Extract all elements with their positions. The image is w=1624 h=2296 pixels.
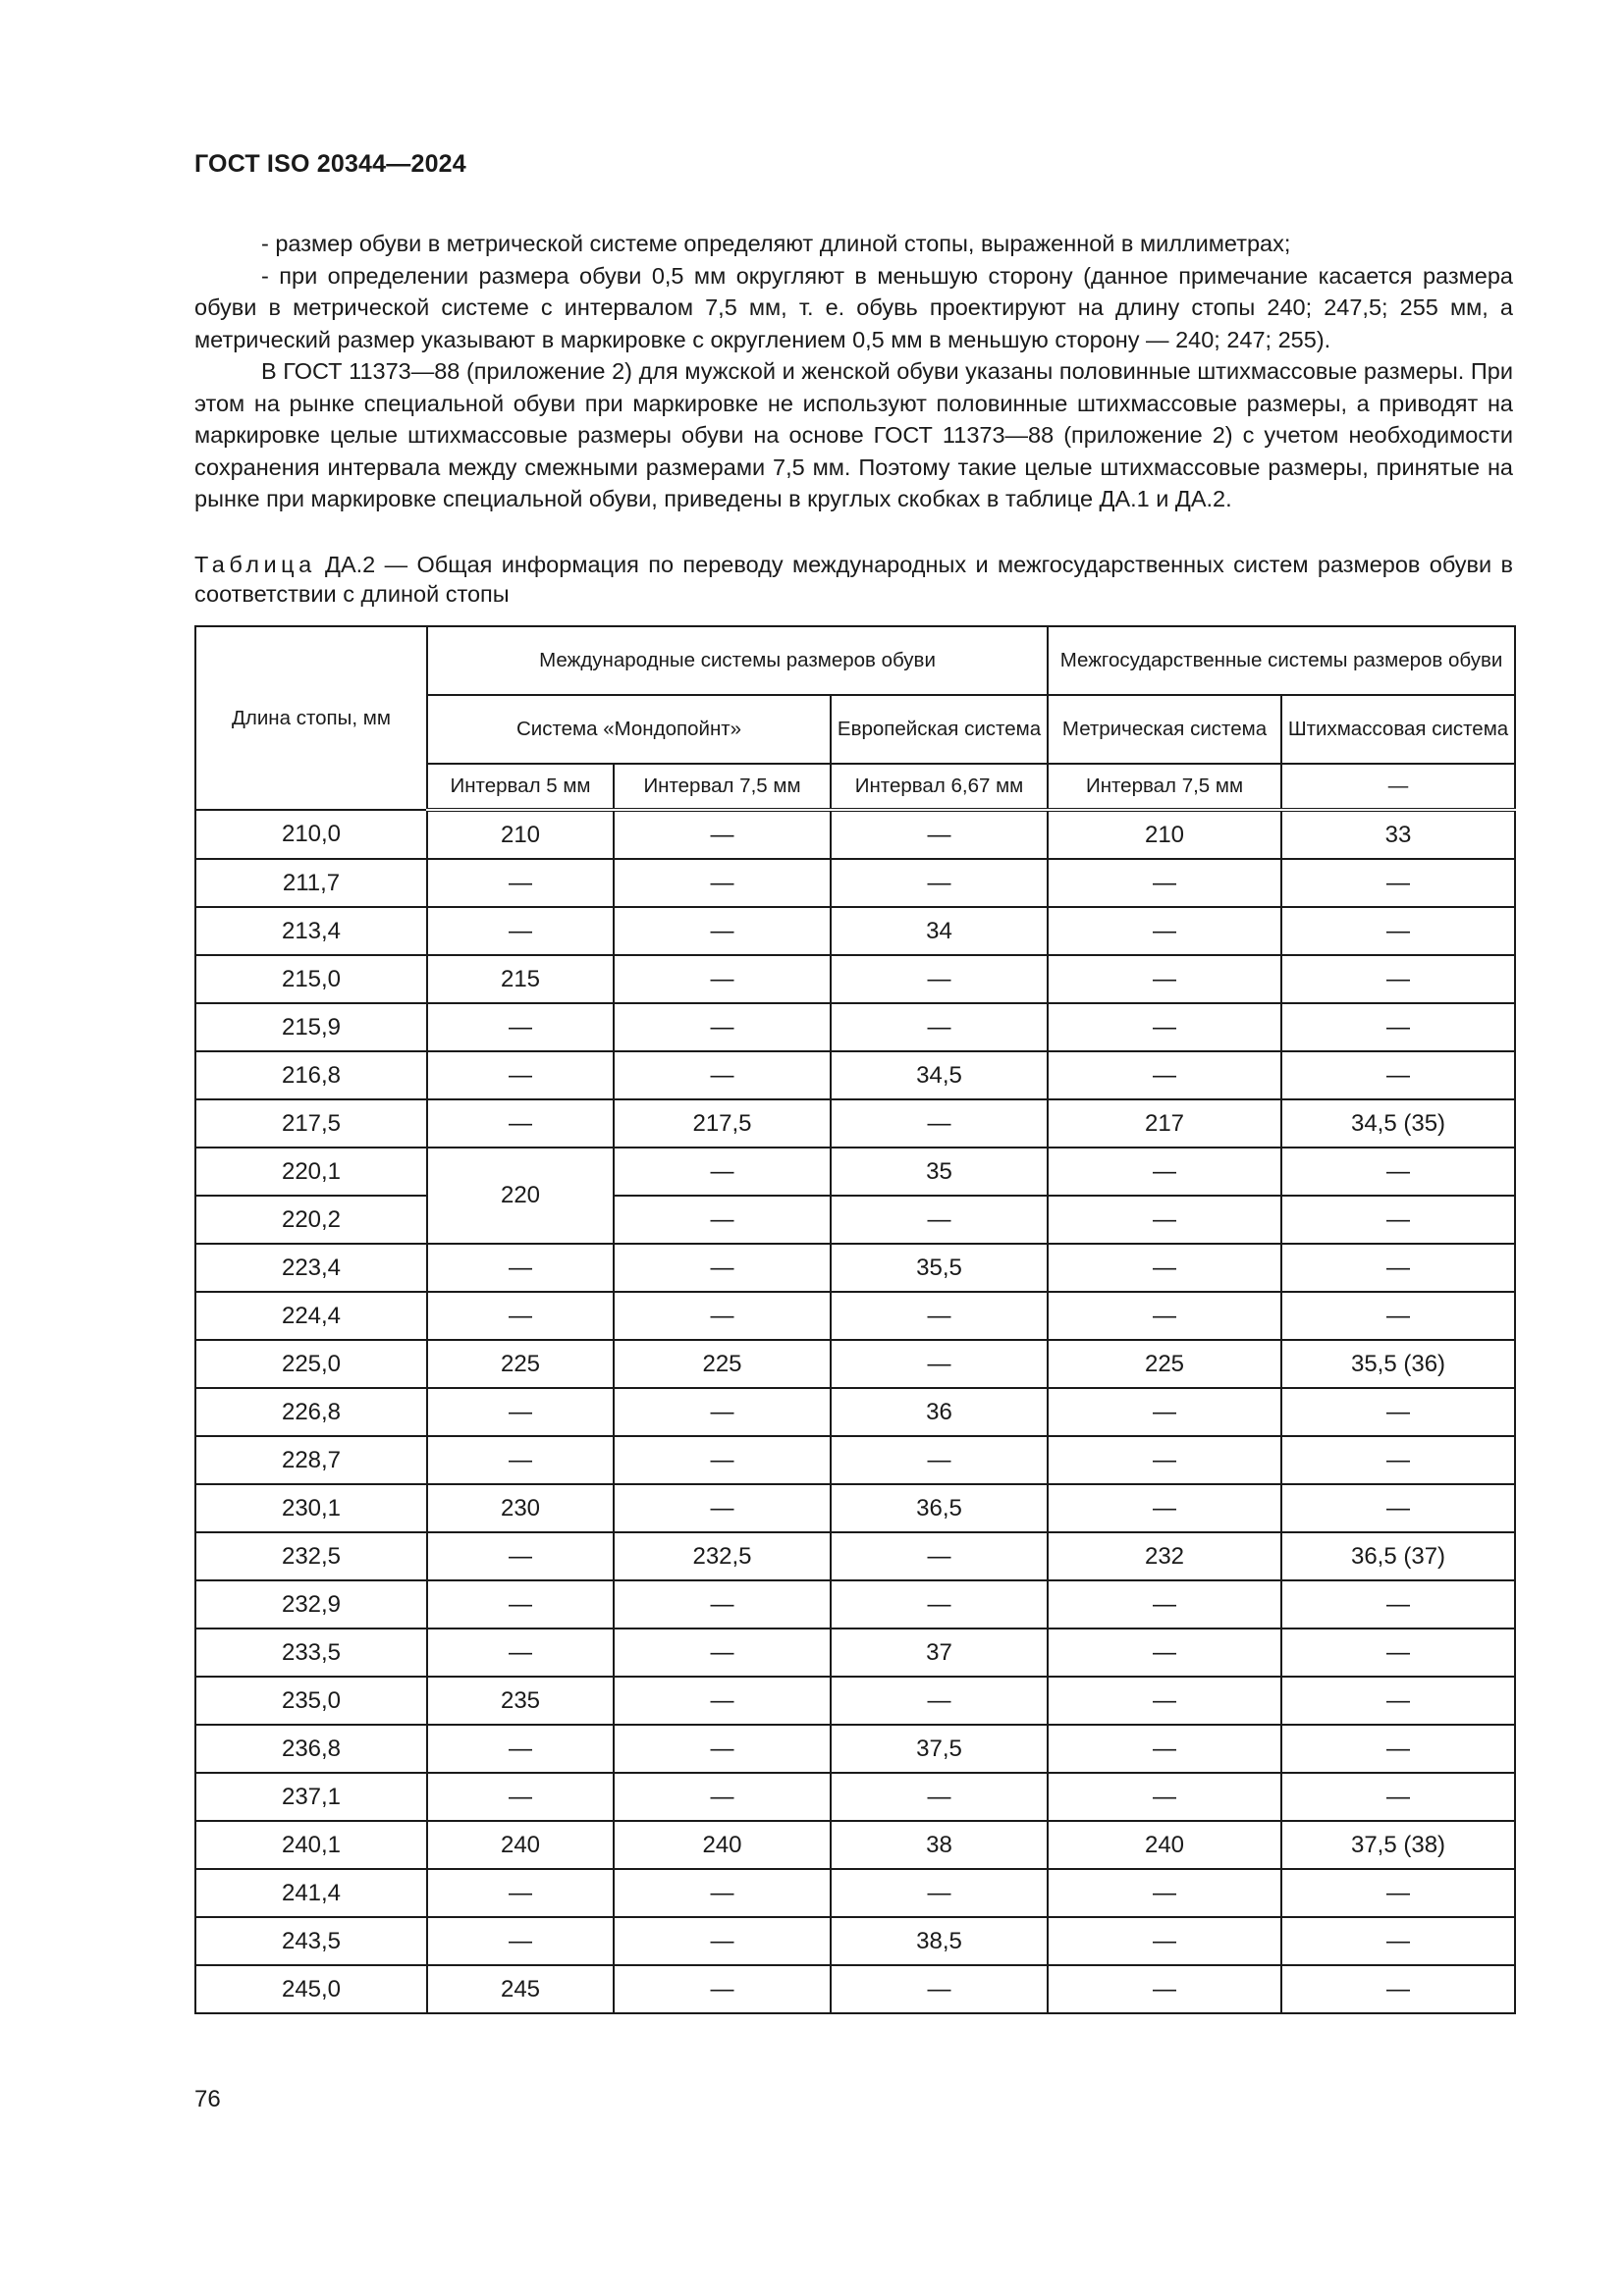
- cell-foot-length: 217,5: [195, 1099, 427, 1148]
- table-cell: —: [1281, 1051, 1515, 1099]
- cell-foot-length: 213,4: [195, 907, 427, 955]
- header-foot-length: Длина стопы, мм: [195, 626, 427, 810]
- cell-foot-length: 240,1: [195, 1821, 427, 1869]
- table-cell: —: [427, 907, 614, 955]
- table-cell: —: [427, 1436, 614, 1484]
- table-row: [195, 1292, 1515, 1340]
- table-row: [195, 1725, 1515, 1773]
- table-cell: —: [427, 1725, 614, 1773]
- table-cell: —: [1048, 1773, 1281, 1821]
- table-cell: 34: [831, 907, 1048, 955]
- table-cell: —: [831, 1003, 1048, 1051]
- header-mondopoint: Система «Мондопойнт»: [427, 695, 831, 764]
- cell-foot-length: 237,1: [195, 1773, 427, 1821]
- table-row: [195, 1773, 1515, 1821]
- table-cell: —: [831, 1436, 1048, 1484]
- table-cell: —: [427, 1917, 614, 1965]
- table-row: [195, 1917, 1515, 1965]
- table-cell: —: [427, 1099, 614, 1148]
- table-cell: —: [831, 1532, 1048, 1580]
- table-cell: 217: [1048, 1099, 1281, 1148]
- table-cell: —: [614, 907, 831, 955]
- cell-foot-length: 243,5: [195, 1917, 427, 1965]
- table-cell: —: [614, 1148, 831, 1196]
- table-caption-label: Таблица: [194, 552, 316, 577]
- cell-foot-length: 230,1: [195, 1484, 427, 1532]
- table-cell: —: [614, 1773, 831, 1821]
- table-cell: —: [614, 1292, 831, 1340]
- table-cell: —: [1281, 1196, 1515, 1244]
- table-cell: —: [831, 859, 1048, 907]
- table-cell: —: [1048, 859, 1281, 907]
- table-row: [195, 955, 1515, 1003]
- table-cell: —: [1281, 859, 1515, 907]
- size-conversion-table: [194, 625, 1516, 2014]
- table-cell: —: [1281, 1677, 1515, 1725]
- table-cell: 240: [427, 1821, 614, 1869]
- table-cell: 37: [831, 1629, 1048, 1677]
- table-cell: —: [614, 1436, 831, 1484]
- table-cell: —: [1048, 907, 1281, 955]
- table-cell: —: [614, 1580, 831, 1629]
- table-body: [195, 810, 1515, 2013]
- cell-foot-length: 235,0: [195, 1677, 427, 1725]
- table-cell: 230: [427, 1484, 614, 1532]
- table-cell: —: [1048, 1869, 1281, 1917]
- cell-foot-length: 232,9: [195, 1580, 427, 1629]
- table-header: [195, 626, 1515, 810]
- table-cell: —: [427, 1869, 614, 1917]
- header-interstate: Межгосударственные системы размеров обуви: [1048, 626, 1515, 695]
- table-cell: —: [427, 1051, 614, 1099]
- table-cell: —: [1281, 1244, 1515, 1292]
- table-cell: —: [1281, 1773, 1515, 1821]
- table-cell: —: [427, 859, 614, 907]
- table-row: [195, 1965, 1515, 2013]
- table-caption-text: ДА.2 — Общая информация по переводу международных и межгосударственных систем размеров обуви в соответствии с длиной стопы: [194, 552, 1514, 607]
- header-int667: Интервал 6,67 мм: [831, 764, 1048, 810]
- table-cell: 217,5: [614, 1099, 831, 1148]
- table-cell: —: [1048, 1388, 1281, 1436]
- header-european: Европейская система: [831, 695, 1048, 764]
- table-cell: —: [1048, 955, 1281, 1003]
- table-cell: 210: [427, 810, 614, 859]
- table-row: [195, 1051, 1515, 1099]
- table-cell: —: [831, 1965, 1048, 2013]
- table-cell: —: [831, 955, 1048, 1003]
- table-cell: 38: [831, 1821, 1048, 1869]
- table-row: [195, 1532, 1515, 1580]
- table-cell: 36,5 (37): [1281, 1532, 1515, 1580]
- table-cell: —: [1281, 907, 1515, 955]
- table-cell: —: [1048, 1677, 1281, 1725]
- table-cell: —: [614, 1003, 831, 1051]
- table-cell: —: [427, 1629, 614, 1677]
- table-cell: —: [1281, 1629, 1515, 1677]
- table-cell: —: [614, 1869, 831, 1917]
- table-row: [195, 1629, 1515, 1677]
- table-row: [195, 1340, 1515, 1388]
- table-row: [195, 1099, 1515, 1148]
- cell-foot-length: 236,8: [195, 1725, 427, 1773]
- table-cell: —: [831, 1196, 1048, 1244]
- table-row: [195, 1244, 1515, 1292]
- table-cell: —: [1281, 1965, 1515, 2013]
- table-cell: —: [1281, 1484, 1515, 1532]
- table-row: [195, 1821, 1515, 1869]
- table-cell: —: [1048, 1436, 1281, 1484]
- table-cell: —: [614, 1917, 831, 1965]
- table-row: [195, 1196, 1515, 1244]
- cell-foot-length: 211,7: [195, 859, 427, 907]
- table-cell: —: [1048, 1292, 1281, 1340]
- table-cell: 232,5: [614, 1532, 831, 1580]
- header-shtih-int: —: [1281, 764, 1515, 810]
- table-cell: —: [1281, 1388, 1515, 1436]
- table-cell: 240: [614, 1821, 831, 1869]
- cell-foot-length: 224,4: [195, 1292, 427, 1340]
- document-header: ГОСТ ISO 20344—2024: [194, 150, 466, 178]
- table-row: [195, 859, 1515, 907]
- table-row: [195, 1484, 1515, 1532]
- table-cell: 37,5 (38): [1281, 1821, 1515, 1869]
- header-metric: Метрическая система: [1048, 695, 1281, 764]
- paragraph-1: - размер обуви в метрической системе определяют длиной стопы, выраженной в миллиметрах;: [261, 231, 1291, 256]
- cell-foot-length: 228,7: [195, 1436, 427, 1484]
- table-cell: —: [1048, 1003, 1281, 1051]
- header-int5: Интервал 5 мм: [427, 764, 614, 810]
- cell-foot-length: 223,4: [195, 1244, 427, 1292]
- table-row: [195, 1869, 1515, 1917]
- table-cell: —: [1048, 1148, 1281, 1196]
- table-cell: —: [1281, 1148, 1515, 1196]
- table-cell: —: [614, 1388, 831, 1436]
- header-international: Международные системы размеров обуви: [427, 626, 1048, 695]
- paragraph-2: - при определении размера обуви 0,5 мм округляют в меньшую сторону (данное примечание касается размера обуви в метрической системе с интервалом 7,5 мм, т. е. обувь проектируют на длину стопы 240; 247,5; 255 мм, а метрический размер указывают в маркировке с округлением 0,5 мм в меньшую сторону — 240; 247; 255).: [194, 262, 1513, 352]
- header-int75: Интервал 7,5 мм: [614, 764, 831, 810]
- table-cell: —: [1048, 1244, 1281, 1292]
- table-cell: 240: [1048, 1821, 1281, 1869]
- table-cell: —: [831, 1340, 1048, 1388]
- table-cell: —: [1048, 1917, 1281, 1965]
- table-cell: 225: [427, 1340, 614, 1388]
- table-cell: 235: [427, 1677, 614, 1725]
- paragraph-3: В ГОСТ 11373—88 (приложение 2) для мужской и женской обуви указаны половинные штихмассовые размеры. При этом на рынке специальной обуви при маркировке не используют половинные штихмассовые размеры, а приводят на маркировке целые штихмассовые размеры обуви на основе ГОСТ 11373—88 (приложение 2) с учетом необходимости сохранения интервала между смежными размерами 7,5 мм. Поэтому такие целые штихмассовые размеры, принятые на рынке при маркировке специальной обуви, приведены в круглых скобках в таблице ДА.1 и ДА.2.: [194, 358, 1513, 511]
- table-cell: —: [614, 859, 831, 907]
- table-row: [195, 1003, 1515, 1051]
- cell-foot-length: 226,8: [195, 1388, 427, 1436]
- cell-foot-length: 220,1: [195, 1148, 427, 1196]
- table-cell: —: [427, 1244, 614, 1292]
- table-cell: —: [831, 1677, 1048, 1725]
- header-shtih: Штихмассовая система: [1281, 695, 1515, 764]
- table-cell: —: [1281, 1917, 1515, 1965]
- table-cell: 35: [831, 1148, 1048, 1196]
- table-cell: 36: [831, 1388, 1048, 1436]
- table-row: [195, 1580, 1515, 1629]
- table-cell: 35,5 (36): [1281, 1340, 1515, 1388]
- table-cell: —: [614, 1965, 831, 2013]
- table-cell: —: [427, 1580, 614, 1629]
- table-cell: —: [1048, 1965, 1281, 2013]
- table-cell: 38,5: [831, 1917, 1048, 1965]
- table-cell: —: [1281, 1436, 1515, 1484]
- table-cell: —: [1281, 1292, 1515, 1340]
- table-cell: —: [1281, 955, 1515, 1003]
- page-number: 76: [194, 2086, 221, 2112]
- body-text: [194, 228, 1513, 515]
- table-cell: 35,5: [831, 1244, 1048, 1292]
- table-caption: [194, 550, 1513, 609]
- table-cell: —: [1048, 1725, 1281, 1773]
- table-cell: —: [427, 1388, 614, 1436]
- cell-foot-length: 232,5: [195, 1532, 427, 1580]
- table-cell: 215: [427, 955, 614, 1003]
- table-cell: 37,5: [831, 1725, 1048, 1773]
- table-cell: —: [1281, 1580, 1515, 1629]
- table-cell: —: [614, 1196, 831, 1244]
- table-cell: —: [831, 1099, 1048, 1148]
- cell-foot-length: 233,5: [195, 1629, 427, 1677]
- cell-foot-length: 215,9: [195, 1003, 427, 1051]
- table-cell: 34,5 (35): [1281, 1099, 1515, 1148]
- table-cell: —: [614, 1484, 831, 1532]
- table-cell: —: [1281, 1725, 1515, 1773]
- table-cell: —: [427, 1773, 614, 1821]
- table-cell: —: [831, 1292, 1048, 1340]
- table-row: [195, 1436, 1515, 1484]
- table-cell: —: [614, 1677, 831, 1725]
- header-metric-int: Интервал 7,5 мм: [1048, 764, 1281, 810]
- table-cell: 220: [427, 1148, 614, 1244]
- table-cell: —: [614, 1725, 831, 1773]
- table-cell: —: [1048, 1051, 1281, 1099]
- table-row: [195, 907, 1515, 955]
- table-row: [195, 1388, 1515, 1436]
- table-cell: 245: [427, 1965, 614, 2013]
- cell-foot-length: 216,8: [195, 1051, 427, 1099]
- table-cell: 210: [1048, 810, 1281, 859]
- table-cell: —: [1048, 1484, 1281, 1532]
- table-cell: —: [831, 1580, 1048, 1629]
- table-row: [195, 1148, 1515, 1196]
- table-cell: —: [1281, 1869, 1515, 1917]
- table-cell: 232: [1048, 1532, 1281, 1580]
- table-row: [195, 810, 1515, 859]
- cell-foot-length: 245,0: [195, 1965, 427, 2013]
- cell-foot-length: 210,0: [195, 810, 427, 859]
- table-cell: —: [1281, 1003, 1515, 1051]
- cell-foot-length: 215,0: [195, 955, 427, 1003]
- table-cell: —: [614, 1244, 831, 1292]
- table-cell: 33: [1281, 810, 1515, 859]
- table-cell: —: [1048, 1196, 1281, 1244]
- table-cell: —: [1048, 1580, 1281, 1629]
- cell-foot-length: 220,2: [195, 1196, 427, 1244]
- table-cell: —: [614, 810, 831, 859]
- table-cell: 225: [614, 1340, 831, 1388]
- table-cell: —: [831, 1869, 1048, 1917]
- table-cell: 225: [1048, 1340, 1281, 1388]
- table-cell: —: [427, 1003, 614, 1051]
- table-cell: —: [1048, 1629, 1281, 1677]
- table-cell: —: [614, 955, 831, 1003]
- cell-foot-length: 225,0: [195, 1340, 427, 1388]
- table-cell: —: [614, 1629, 831, 1677]
- cell-foot-length: 241,4: [195, 1869, 427, 1917]
- table-cell: —: [427, 1532, 614, 1580]
- table-cell: —: [831, 810, 1048, 859]
- table-cell: 34,5: [831, 1051, 1048, 1099]
- table-row: [195, 1677, 1515, 1725]
- table-cell: —: [614, 1051, 831, 1099]
- table-cell: —: [831, 1773, 1048, 1821]
- table-cell: —: [427, 1292, 614, 1340]
- table-cell: 36,5: [831, 1484, 1048, 1532]
